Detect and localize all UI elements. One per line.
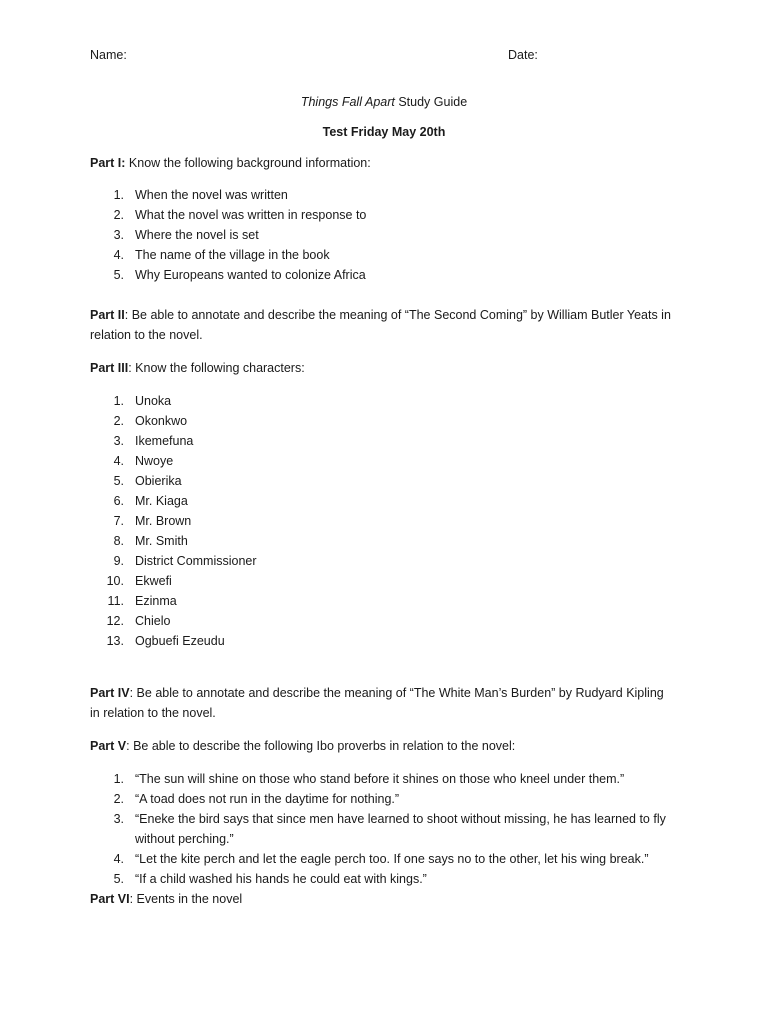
list-text: Okonkwo	[135, 414, 188, 428]
list-number: 10.	[106, 574, 124, 588]
list-number: 6.	[113, 494, 124, 508]
list-text: “Let the kite perch and let the eagle perch too. If one says no to the other, let his wing break.”	[135, 852, 649, 866]
list-text: Mr. Smith	[135, 534, 188, 548]
part6-text: : Events in the novel	[129, 892, 243, 906]
list-number: 8.	[113, 534, 124, 548]
list-text: Mr. Kiaga	[135, 494, 188, 508]
part6-label: Part VI	[90, 892, 130, 906]
list-text: Obierika	[135, 474, 182, 488]
part5-label: Part V	[90, 739, 127, 753]
part3-text: : Know the following characters:	[128, 361, 305, 375]
part2-label: Part II	[90, 308, 125, 322]
part4-line2: in relation to the novel.	[90, 706, 216, 720]
list-text: Ezinma	[135, 594, 177, 608]
list-number: 5.	[113, 268, 124, 282]
list-text: Mr. Brown	[135, 514, 192, 528]
part5-heading	[90, 736, 515, 756]
list-number: 2.	[113, 208, 124, 222]
part5-text: : Be able to describe the following Ibo proverbs in relation to the novel:	[126, 739, 516, 753]
list-number: 3.	[113, 434, 124, 448]
list-text: Where the novel is set	[135, 228, 259, 242]
list-text: Unoka	[135, 394, 172, 408]
list-number: 1.	[113, 394, 124, 408]
list-number: 9.	[113, 554, 124, 568]
list-number: 4.	[113, 852, 124, 866]
part1-text: Know the following background information:	[125, 156, 371, 170]
list-number: 3.	[113, 228, 124, 242]
date-label: Date:	[508, 48, 538, 62]
part4-label: Part IV	[90, 686, 130, 700]
list-number: 5.	[113, 474, 124, 488]
list-text: “A toad does not run in the daytime for nothing.”	[135, 792, 400, 806]
list-text: “The sun will shine on those who stand before it shines on those who kneel under them.”	[135, 772, 625, 786]
list-number: 4.	[113, 248, 124, 262]
list-number: 7.	[113, 514, 124, 528]
list-number: 1.	[113, 772, 124, 786]
part3-heading	[90, 358, 305, 378]
list-text: “Eneke the bird says that since men have learned to shoot without missing, he has learned to fly without perching.”	[135, 812, 666, 846]
list-text: Ogbuefi Ezeudu	[135, 634, 225, 648]
name-label: Name:	[90, 48, 127, 62]
list-number: 5.	[113, 872, 124, 886]
list-number: 11.	[107, 594, 124, 608]
list-number: 3.	[113, 812, 124, 826]
part4-line1	[90, 683, 664, 703]
list-text: When the novel was written	[135, 188, 288, 202]
part2-line2: relation to the novel.	[90, 328, 203, 342]
list-text: Ikemefuna	[135, 434, 194, 448]
part2-text: : Be able to annotate and describe the meaning of “The Second Coming” by William Butler Yeats in	[124, 308, 671, 322]
page-title	[0, 92, 768, 112]
part6-heading	[90, 889, 242, 909]
list-text: Why Europeans wanted to colonize Africa	[135, 268, 366, 282]
list-number: 12.	[106, 614, 124, 628]
list-text: What the novel was written in response to	[135, 208, 367, 222]
list-text: “If a child washed his hands he could eat with kings.”	[135, 872, 427, 886]
list-number: 1.	[113, 188, 124, 202]
list-text: Chielo	[135, 614, 171, 628]
list-text: Ekwefi	[135, 574, 172, 588]
title-rest: Study Guide	[394, 95, 468, 109]
list-number: 4.	[113, 454, 124, 468]
list-number: 2.	[113, 414, 124, 428]
list-number: 2.	[113, 792, 124, 806]
part1-label: Part I:	[90, 156, 126, 170]
part4-text: : Be able to annotate and describe the meaning of “The White Man’s Burden” by Rudyard Kipling	[129, 686, 664, 700]
list-text: The name of the village in the book	[135, 248, 330, 262]
list-number: 13.	[106, 634, 124, 648]
part1-heading	[90, 153, 371, 173]
list-text: District Commissioner	[135, 554, 257, 568]
title-italic: Things Fall Apart	[300, 95, 395, 109]
test-date: Test Friday May 20th	[322, 125, 446, 139]
list-text: Nwoye	[135, 454, 174, 468]
part3-label: Part III	[90, 361, 129, 375]
part2-line1	[90, 305, 671, 325]
